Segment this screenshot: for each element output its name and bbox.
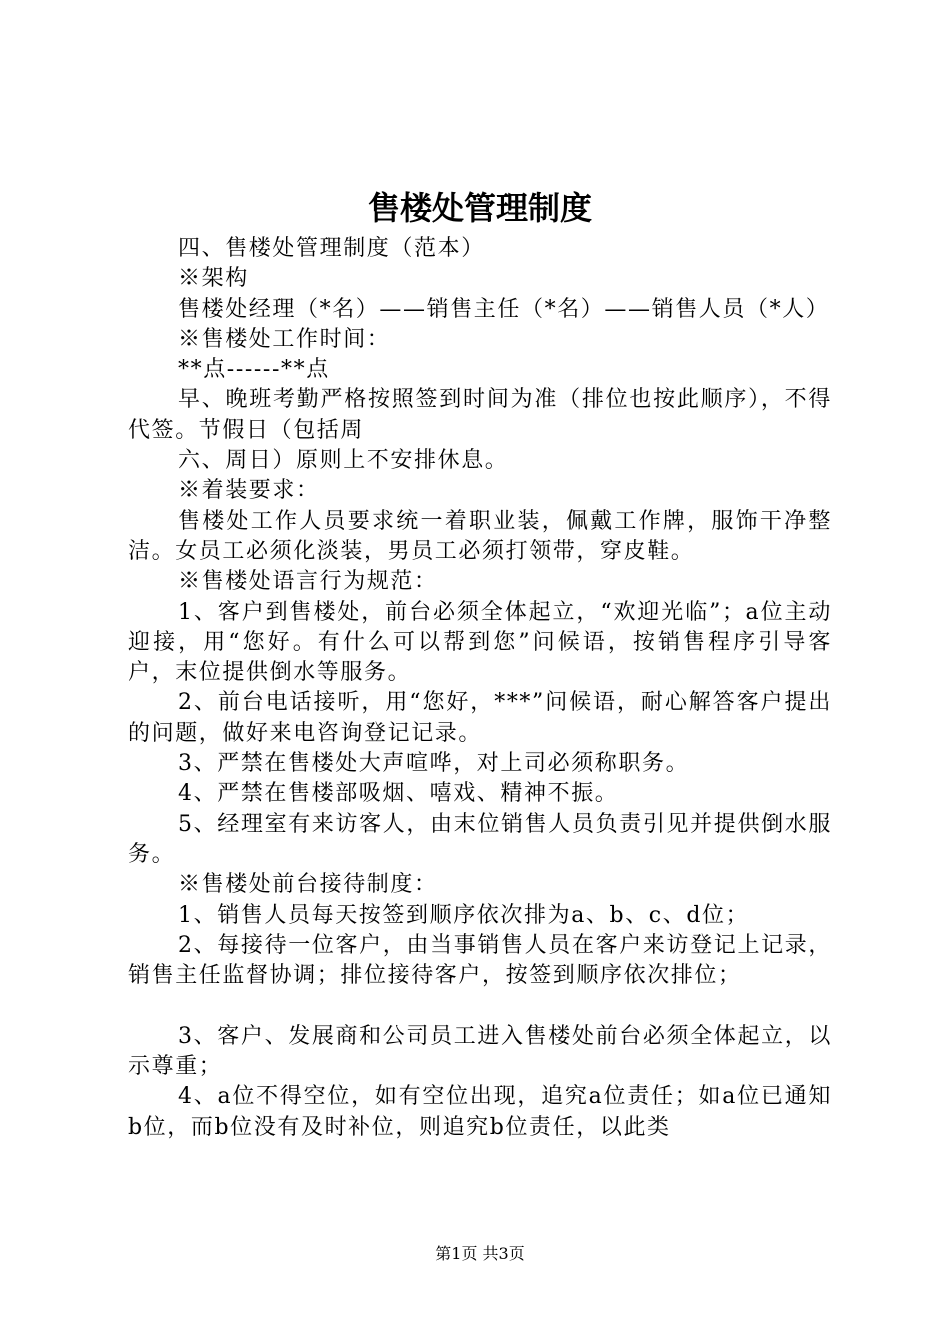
list-item: 1、客户到售楼处，前台必须全体起立，“欢迎光临”；a位主动迎接，用“您好。有什么可以帮到您”问候语，按销售程序引导客户，末位提供倒水等服务。 xyxy=(128,599,832,686)
document-title: 售楼处管理制度 xyxy=(367,189,592,227)
blank-line xyxy=(128,991,832,1021)
paragraph: 售楼处工作人员要求统一着职业装，佩戴工作牌，服饰干净整洁。女员工必须化淡装，男员工必须打领带，穿皮鞋。 xyxy=(128,508,832,564)
list-item: 2、每接待一位客户，由当事销售人员在客户来访登记上记录，销售主任监督协调；排位接待客户，按签到顺序依次排位； xyxy=(128,932,832,989)
list-item: 4、严禁在售楼部吸烟、嘻戏、精神不振。 xyxy=(178,781,619,807)
section-heading: ※售楼处语言行为规范： xyxy=(178,569,438,595)
list-item: 3、严禁在售楼处大声喧哗，对上司必须称职务。 xyxy=(178,751,690,777)
page-footer: 第1页 共3页 xyxy=(435,1244,525,1263)
list-item: 1、销售人员每天按签到顺序依次排为a、b、c、d位； xyxy=(178,902,750,928)
document-body xyxy=(128,234,832,1143)
paragraph: **点------**点 xyxy=(178,357,330,383)
list-item: 5、经理室有来访客人，由末位销售人员负责引见并提供倒水服务。 xyxy=(128,811,832,867)
section-heading: ※架构 xyxy=(178,266,249,292)
section-heading: ※着装要求： xyxy=(178,478,320,504)
paragraph: 售楼处经理（*名）——销售主任（*名）——销售人员（*人） xyxy=(178,296,830,322)
list-item: 4、a位不得空位，如有空位出现，追究a位责任；如a位已通知b位，而b位没有及时补位，则追究b位责任，以此类 xyxy=(128,1084,832,1140)
paragraph: 早、晚班考勤严格按照签到时间为准（排位也按此顺序），不得代签。节假日（包括周 xyxy=(128,387,832,443)
list-item: 3、客户、发展商和公司员工进入售楼处前台必须全体起立，以示尊重； xyxy=(128,1023,832,1080)
list-item: 2、前台电话接听，用“您好，***”问候语，耐心解答客户提出的问题，做好来电咨询登记记录。 xyxy=(128,690,832,746)
paragraph: 四、售楼处管理制度（范本） xyxy=(178,236,485,261)
section-heading: ※售楼处前台接待制度： xyxy=(178,872,438,898)
section-heading: ※售楼处工作时间： xyxy=(178,326,391,352)
paragraph: 六、周日）原则上不安排休息。 xyxy=(178,448,509,474)
